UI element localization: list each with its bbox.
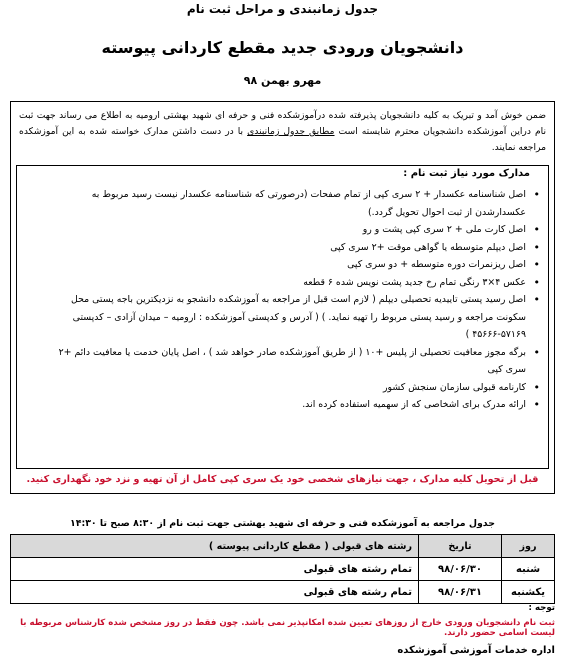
document-item: • اصل ریزنمرات دوره متوسطه + دو سری کپی [42, 256, 542, 274]
row-date: ۹۸/۰۶/۳۱ [419, 581, 502, 604]
row-day: شنبه [502, 558, 555, 581]
term-label: مهرو بهمن ۹۸ [243, 74, 322, 87]
documents-list [42, 186, 542, 414]
header-fields: رشته های قبولی ( مقطع کاردانی پیوسته ) [11, 535, 419, 558]
document-item: • اصل رسید پستی تاییدیه تحصیلی دیپلم ( لازم است قبل از مراجعه به آموزشکده دانشجو به نزدیکترین باجه پستی محل سکونت مراجعه و رسید پستی مربوط را تهیه نماید. ) ( آدرس و کدپستی آموزشکده : ارومیه – میدان آزادی – کدپستی ۵۷۱۶۹-۴۵۶۶۶ ) [42, 291, 542, 344]
footer-signature: اداره خدمات آموزشی آموزشکده [397, 645, 555, 656]
document-item: • اصل دیپلم متوسطه یا گواهی موقت +۲ سری کپی [42, 239, 542, 257]
copy-warning: قبل از تحویل کلیه مدارک ، جهت نیازهای شخصی خود یک سری کپی کامل از آن تهیه و نزد خود نگهداری کنید. [26, 474, 539, 485]
intro-paragraph [19, 108, 546, 156]
intro-underlined: مطابق جدول زمانبندی [247, 126, 335, 137]
header-day: روز [502, 535, 555, 558]
header-date: تاریخ [419, 535, 502, 558]
header-line: جدول زمانبندی و مراحل ثبت نام [186, 2, 379, 16]
document-item: • کارنامه قبولی سازمان سنجش کشور [42, 379, 542, 397]
table-row [11, 581, 555, 604]
schedule-title: جدول مراجعه به آموزشکده فنی و حرفه ای شهید بهشتی جهت ثبت نام از ۸:۳۰ صبح تا ۱۴:۳۰ [70, 518, 495, 529]
document-item: • اصل شناسنامه عکسدار + ۲ سری کپی از تمام صفحات (درصورتی که شناسنامه عکسدار نیست رسید مربوط به عکسدارشدن از ثبت احوال تحویل گردد.) [42, 186, 542, 221]
schedule-table [10, 534, 555, 604]
note-text: ثبت نام دانشجویان ورودی خارج از روزهای تعیین شده امکانپذیر نمی باشد. چون فقط در روز مشخص شده کارشناس مربوطه با لیست اسامی حضور دارند. [20, 618, 555, 638]
document-item: • عکس ۴×۳ رنگی تمام رخ جدید پشت نویس شده ۶ قطعه [42, 274, 542, 292]
document-item: • برگه مجوز معافیت تحصیلی از پلیس +۱۰ ( از طریق آموزشکده صادر خواهد شد ) ، اصل پایان خدمت یا معافیت دائم +۲ سری کپی [42, 344, 542, 379]
documents-title: مدارک مورد نیاز ثبت نام : [403, 168, 530, 179]
row-fields: تمام رشته های قبولی [11, 581, 419, 604]
table-row [11, 558, 555, 581]
note-label: توجه : [528, 603, 555, 613]
row-date: ۹۸/۰۶/۳۰ [419, 558, 502, 581]
row-fields: تمام رشته های قبولی [11, 558, 419, 581]
page-title: دانشجویان ورودی جدید مقطع کاردانی پیوسته [101, 38, 464, 57]
document-item: • ارائه مدرک برای اشخاصی که از سهمیه استفاده کرده اند. [42, 396, 542, 414]
row-day: یکشنبه [502, 581, 555, 604]
intro-part1: ضمن خوش آمد و تبریک به کلیه دانشجویان پذیرفته شده درآموزشکده فنی و حرفه ای شهید بهشتی ارومیه به اطلاع می رساند جهت ثبت نام دراین آموزشکده دانشجویان محترم شایسته است [19, 110, 546, 137]
table-header-row [11, 535, 555, 558]
main-info-box [10, 101, 555, 494]
document-item: • اصل کارت ملی + ۲ سری کپی پشت و رو [42, 221, 542, 239]
required-documents-box [16, 165, 549, 469]
intro-part2: با در دست داشتن مدارک خواسته شده به این آموزشکده مراجعه نمایند. [19, 126, 546, 153]
